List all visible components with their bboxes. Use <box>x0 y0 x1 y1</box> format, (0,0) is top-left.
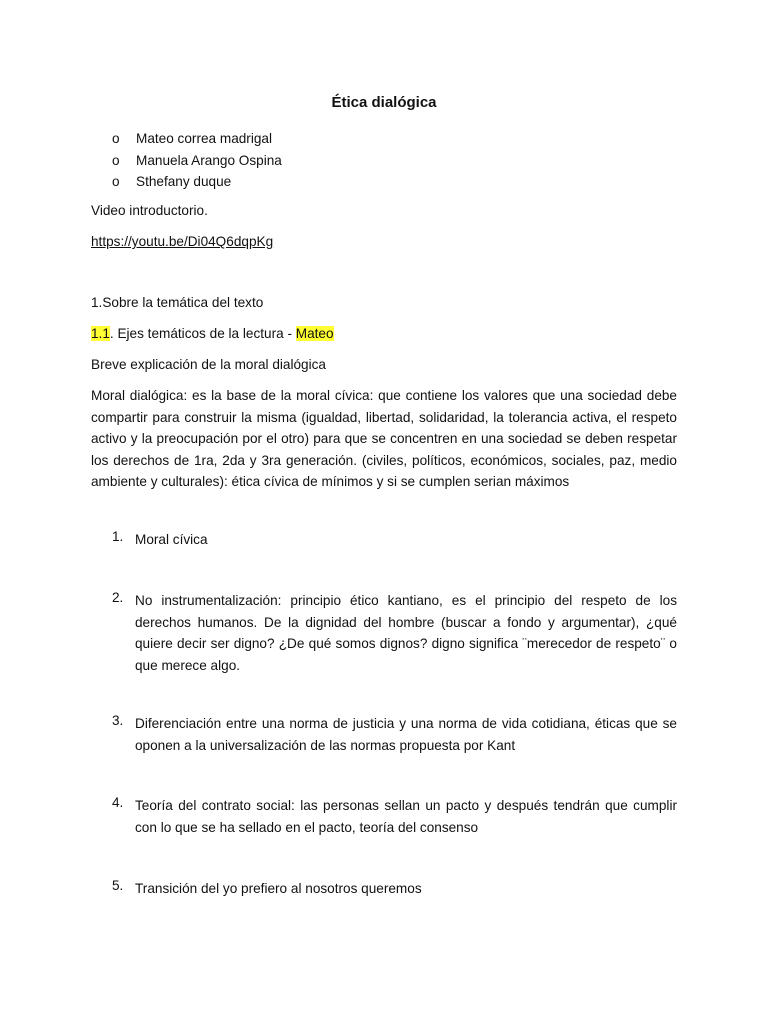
section-heading: 1.Sobre la temática del texto <box>91 295 264 310</box>
moral-paragraph: Moral dialógica: es la base de la moral cívica: que contiene los valores que una sociedad debe compartir para construir la misma (igualdad, libertad, solidaridad, la tolerancia activa, el respeto activo y la preocupación por el otro) para que se concentren en una sociedad se deben respetar los derechos de 1ra, 2da y 3ra generación. (civiles, políticos, económicos, sociales, paz, medio ambiente y culturales): ética cívica de mínimos y si se cumplen serian máximos <box>91 388 677 489</box>
document-title: Ética dialógica <box>331 94 437 111</box>
author-name: Mateo correa madrigal <box>136 131 272 146</box>
author-item <box>112 171 282 193</box>
author-item <box>112 128 282 150</box>
list-number: 5. <box>112 878 124 893</box>
bullet-marker: o <box>112 131 120 146</box>
bullet-marker: o <box>112 174 120 189</box>
list-number: 4. <box>112 795 124 810</box>
list-number: 1. <box>112 529 124 544</box>
subsection-number: 1.1 <box>91 326 110 341</box>
list-text: Transición del yo prefiero al nosotros queremos <box>135 881 422 896</box>
brief-title: Breve explicación de la moral dialógica <box>91 357 326 372</box>
list-text: No instrumentalización: principio ético kantiano, es el principio del respeto de los derechos humanos. De la dignidad del hombre (buscar a fondo y argumentar), ¿qué quiere decir ser digno? ¿De qué somos dignos? digno significa ¨merecedor de respeto¨ o que merece algo. <box>135 593 677 673</box>
subsection-author: Mateo <box>295 326 334 341</box>
bullet-marker: o <box>112 152 120 168</box>
video-label: Video introductorio. <box>91 203 208 218</box>
list-item <box>112 529 677 551</box>
video-link[interactable]: https://youtu.be/Di04Q6dqpKg <box>91 234 274 249</box>
list-item <box>112 878 677 900</box>
authors-list <box>112 128 282 193</box>
list-item <box>112 713 677 756</box>
list-number: 3. <box>112 713 124 728</box>
list-item <box>112 795 677 838</box>
subsection-heading <box>91 326 334 341</box>
author-name: Sthefany duque <box>136 174 232 189</box>
list-text: Moral cívica <box>135 532 208 547</box>
subsection-text: . Ejes temáticos de la lectura - <box>109 326 296 341</box>
list-text: Teoría del contrato social: las personas sellan un pacto y después tendrán que cumplir con lo que se ha sellado en el pacto, teoría del consenso <box>135 798 677 835</box>
list-item <box>112 590 677 676</box>
list-number: 2. <box>112 590 124 605</box>
author-name: Manuela Arango Ospina <box>136 152 282 168</box>
list-text: Diferenciación entre una norma de justicia y una norma de vida cotidiana, éticas que se oponen a la universalización de las normas propuesta por Kant <box>135 716 677 753</box>
author-item <box>112 150 282 172</box>
